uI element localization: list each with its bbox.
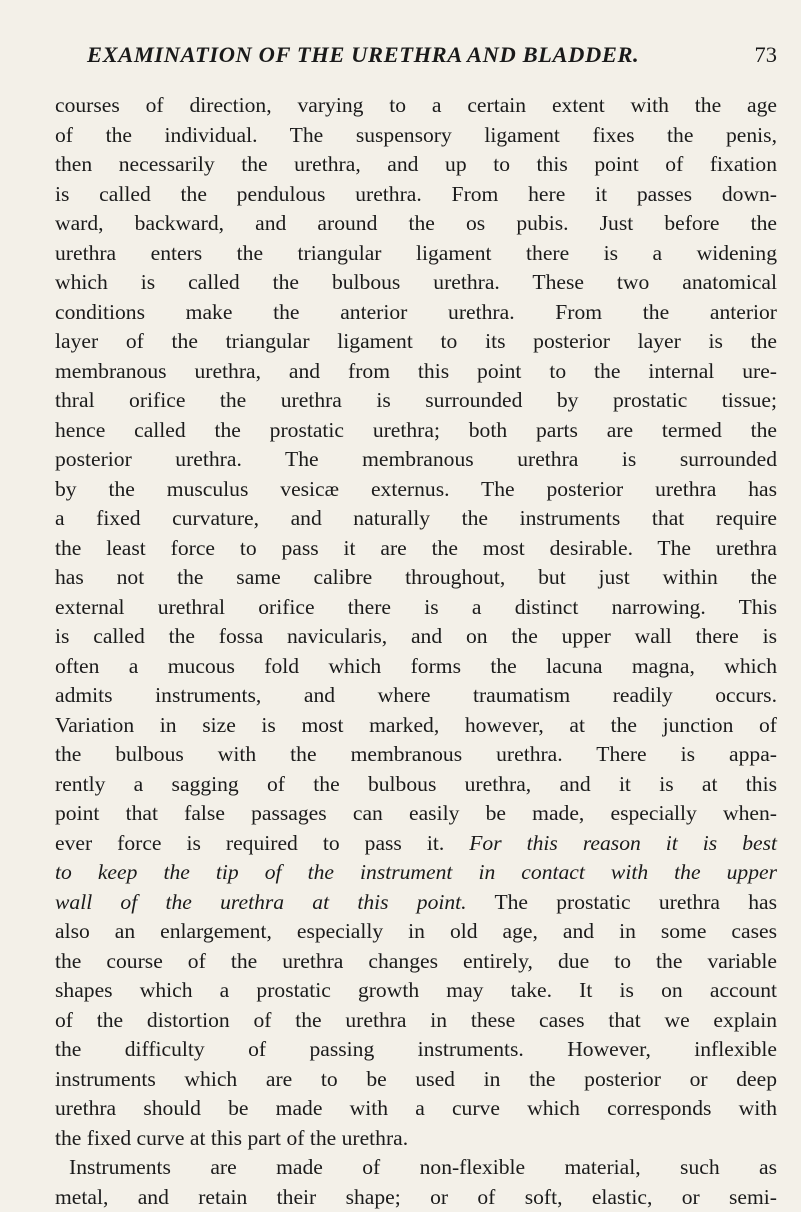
text-line: is called the fossa navicularis, and on the upper wall there is (55, 622, 777, 652)
text-line: often a mucous fold which forms the lacuna magna, which (55, 652, 777, 682)
text-line: conditions make the anterior urethra. From the anterior (55, 298, 777, 328)
text-line: Variation in size is most marked, however, at the junction of (55, 711, 777, 741)
text-line: courses of direction, varying to a certain extent with the age (55, 91, 777, 121)
text-line: hence called the prostatic urethra; both parts are termed the (55, 416, 777, 446)
text-line: also an enlargement, especially in old age, and in some cases (55, 917, 777, 947)
text-line: metal, and retain their shape; or of soft, elastic, or semi- (55, 1183, 777, 1212)
text-line: point that false passages can easily be made, especially when- (55, 799, 777, 829)
text-line-with-italic (55, 888, 777, 918)
line-text: ever force is required to pass it. (55, 831, 444, 855)
italic-phrase: For this reason it is best (469, 831, 777, 855)
text-line: has not the same calibre throughout, but just within the (55, 563, 777, 593)
text-line: urethra should be made with a curve which corresponds with (55, 1094, 777, 1124)
text-line: membranous urethra, and from this point to the internal ure- (55, 357, 777, 387)
italic-phrase: to keep the tip of the instrument in contact with the upper (55, 860, 777, 884)
text-line-italic (55, 858, 777, 888)
text-line: Instruments are made of non-flexible material, such as (55, 1153, 777, 1183)
text-line: external urethral orifice there is a distinct narrowing. This (55, 593, 777, 623)
text-line: the fixed curve at this part of the urethra. (55, 1124, 777, 1154)
text-line: of the individual. The suspensory ligament fixes the penis, (55, 121, 777, 151)
text-line: admits instruments, and where traumatism readily occurs. (55, 681, 777, 711)
text-line: rently a sagging of the bulbous urethra, and it is at this (55, 770, 777, 800)
text-line: which is called the bulbous urethra. These two anatomical (55, 268, 777, 298)
line-text: The prostatic urethra has (494, 890, 777, 914)
page-number: 73 (755, 42, 778, 68)
text-line: shapes which a prostatic growth may take. It is on account (55, 976, 777, 1006)
running-title: EXAMINATION OF THE URETHRA AND BLADDER. (87, 42, 639, 68)
text-line: the bulbous with the membranous urethra. There is appa- (55, 740, 777, 770)
text-line: posterior urethra. The membranous urethra is surrounded (55, 445, 777, 475)
text-line: ward, backward, and around the os pubis. Just before the (55, 209, 777, 239)
text-line: layer of the triangular ligament to its posterior layer is the (55, 327, 777, 357)
text-line: urethra enters the triangular ligament there is a widening (55, 239, 777, 269)
text-line: thral orifice the urethra is surrounded by prostatic tissue; (55, 386, 777, 416)
text-line: the difficulty of passing instruments. However, inflexible (55, 1035, 777, 1065)
text-line: then necessarily the urethra, and up to this point of fixation (55, 150, 777, 180)
text-line: the course of the urethra changes entirely, due to the variable (55, 947, 777, 977)
text-line: instruments which are to be used in the posterior or deep (55, 1065, 777, 1095)
body-text (55, 91, 777, 1212)
text-line: of the distortion of the urethra in these cases that we explain (55, 1006, 777, 1036)
italic-phrase: wall of the urethra at this point. (55, 890, 467, 914)
text-line: a fixed curvature, and naturally the instruments that require (55, 504, 777, 534)
text-line: by the musculus vesicæ externus. The posterior urethra has (55, 475, 777, 505)
running-head (87, 42, 777, 76)
text-line: is called the pendulous urethra. From here it passes down- (55, 180, 777, 210)
text-line: the least force to pass it are the most desirable. The urethra (55, 534, 777, 564)
text-line-with-italic (55, 829, 777, 859)
